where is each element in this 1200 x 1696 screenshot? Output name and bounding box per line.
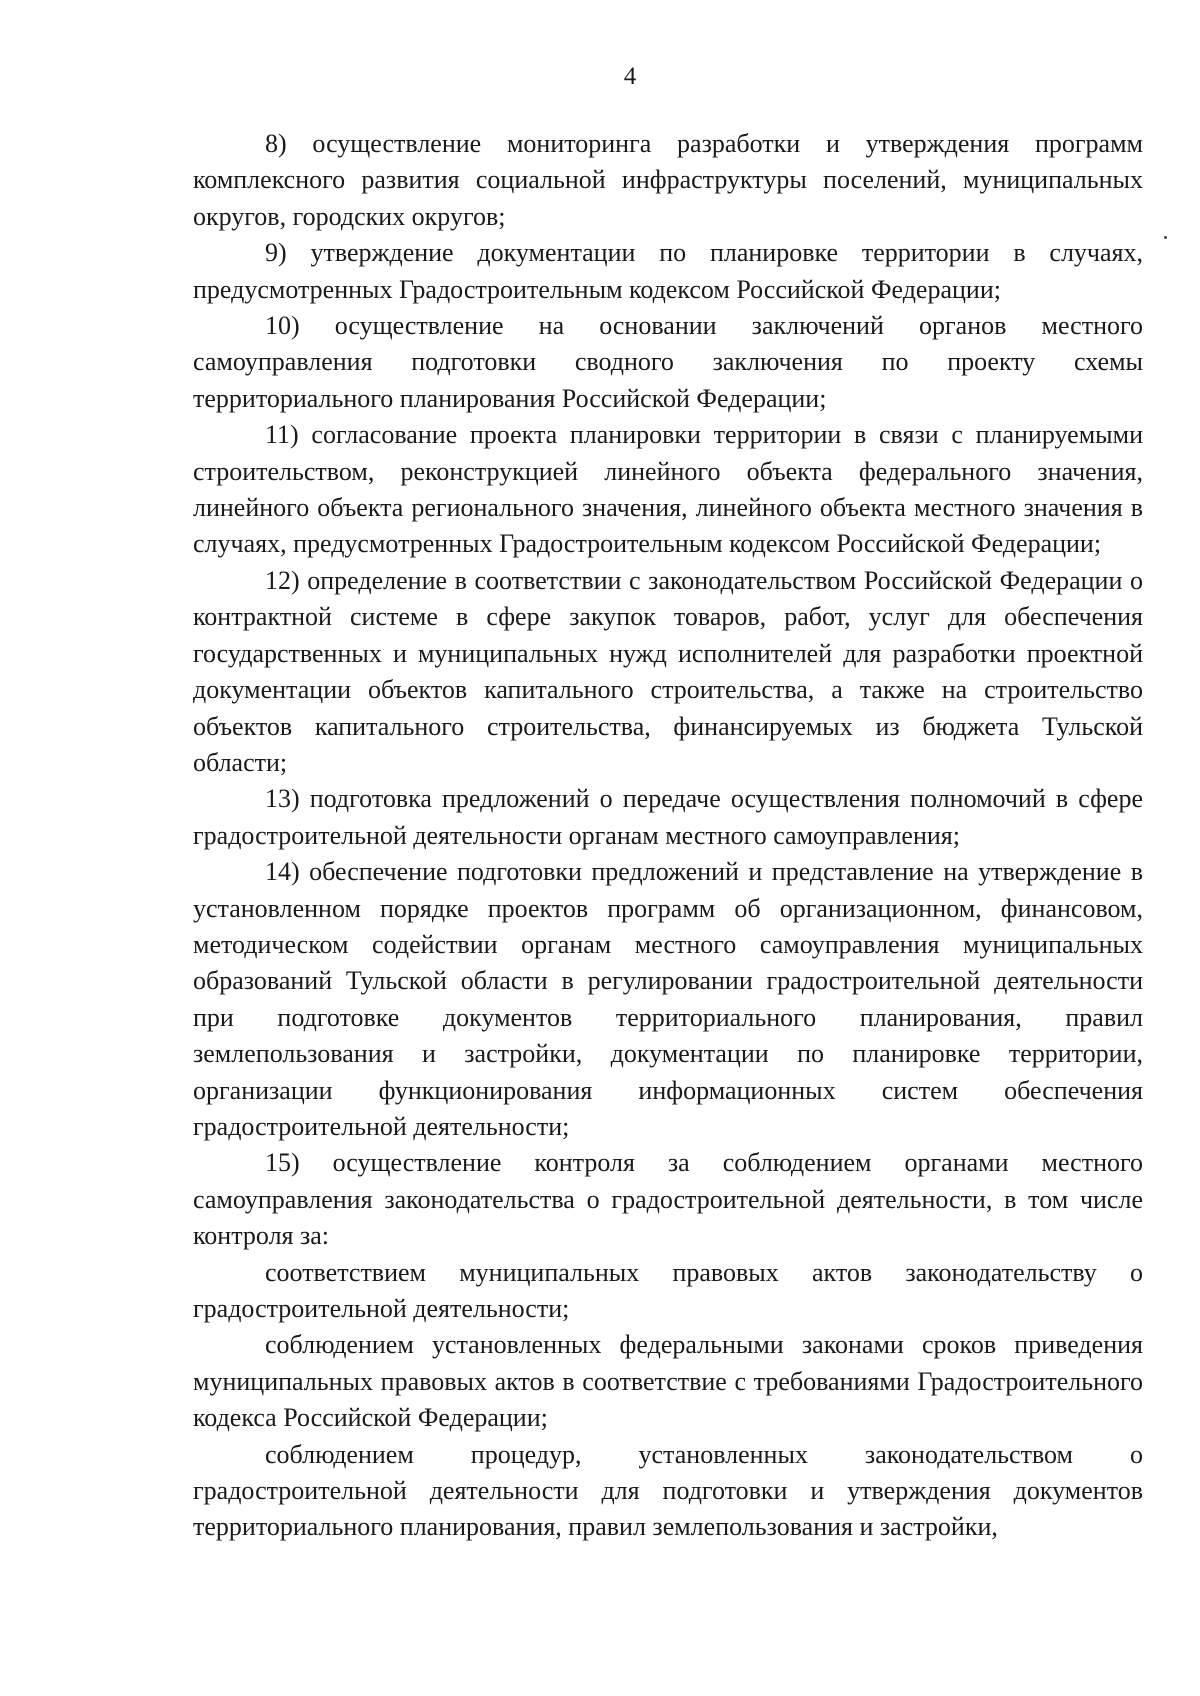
paragraph-item-8: 8) осуществление мониторинга разработки и утверждения программ комплексного развития социальной инфраструктуры поселений, муниципальных округов, городских округов;	[193, 129, 1143, 231]
paragraph-item-15: 15) осуществление контроля за соблюдением органами местного самоуправления законодательства о градостроительной деятельности, в том числе контроля за:	[193, 1148, 1143, 1251]
scan-speck	[1164, 236, 1167, 239]
paragraph-item-12: 12) определение в соответствии с законодательством Российской Федерации о контрактной системе в сфере закупок товаров, работ, услуг для обеспечения государственных и муниципальных нужд исполнителей для разработки проектной документации объектов капитального строительства, а также на строительство объектов капитального строительства, финансируемых из бюджета Тульской области;	[193, 565, 1143, 777]
paragraph-item-13: 13) подготовка предложений о передаче осуществления полномочий в сфере градостроительной деятельности органам местного самоуправления;	[193, 784, 1143, 850]
paragraph-subitem-2: соблюдением установленных федеральными законами сроков приведения муниципальных правовых актов в соответствие с требованиями Градостроительного кодекса Российской Федерации;	[193, 1330, 1143, 1433]
document-body	[193, 126, 1143, 1546]
paragraph-item-10: 10) осуществление на основании заключений органов местного самоуправления подготовки сводного заключения по проекту схемы территориального планирования Российской Федерации;	[193, 311, 1143, 413]
paragraph-subitem-1: соответствием муниципальных правовых актов законодательству о градостроительной деятельности;	[193, 1257, 1143, 1323]
paragraph-item-14: 14) обеспечение подготовки предложений и представление на утверждение в установленном порядке проектов программ об организационном, финансовом, методическом содействии органам местного самоуправления муниципальных образований Тульской области в регулировании градостроительной деятельности при подготовке документов территориального планирования, правил землепользования и застройки, документации по планировке территории, организации функционирования информационных систем обеспечения градостроительной деятельности;	[193, 857, 1143, 1141]
paragraph-item-9: 9) утверждение документации по планировке территории в случаях, предусмотренных Градостроительным кодексом Российской Федерации;	[193, 238, 1143, 304]
page-number: 4	[623, 63, 637, 90]
paragraph-item-11: 11) согласование проекта планировки территории в связи с планируемыми строительством, реконструкцией линейного объекта федерального значения, линейного объекта регионального значения, линейного объекта местного значения в случаях, предусмотренных Градостроительным кодексом Российской Федерации;	[193, 420, 1143, 559]
paragraph-subitem-3: соблюдением процедур, установленных законодательством о градостроительной деятельности для подготовки и утверждения документов территориального планирования, правил землепользования и застройки,	[193, 1439, 1143, 1542]
